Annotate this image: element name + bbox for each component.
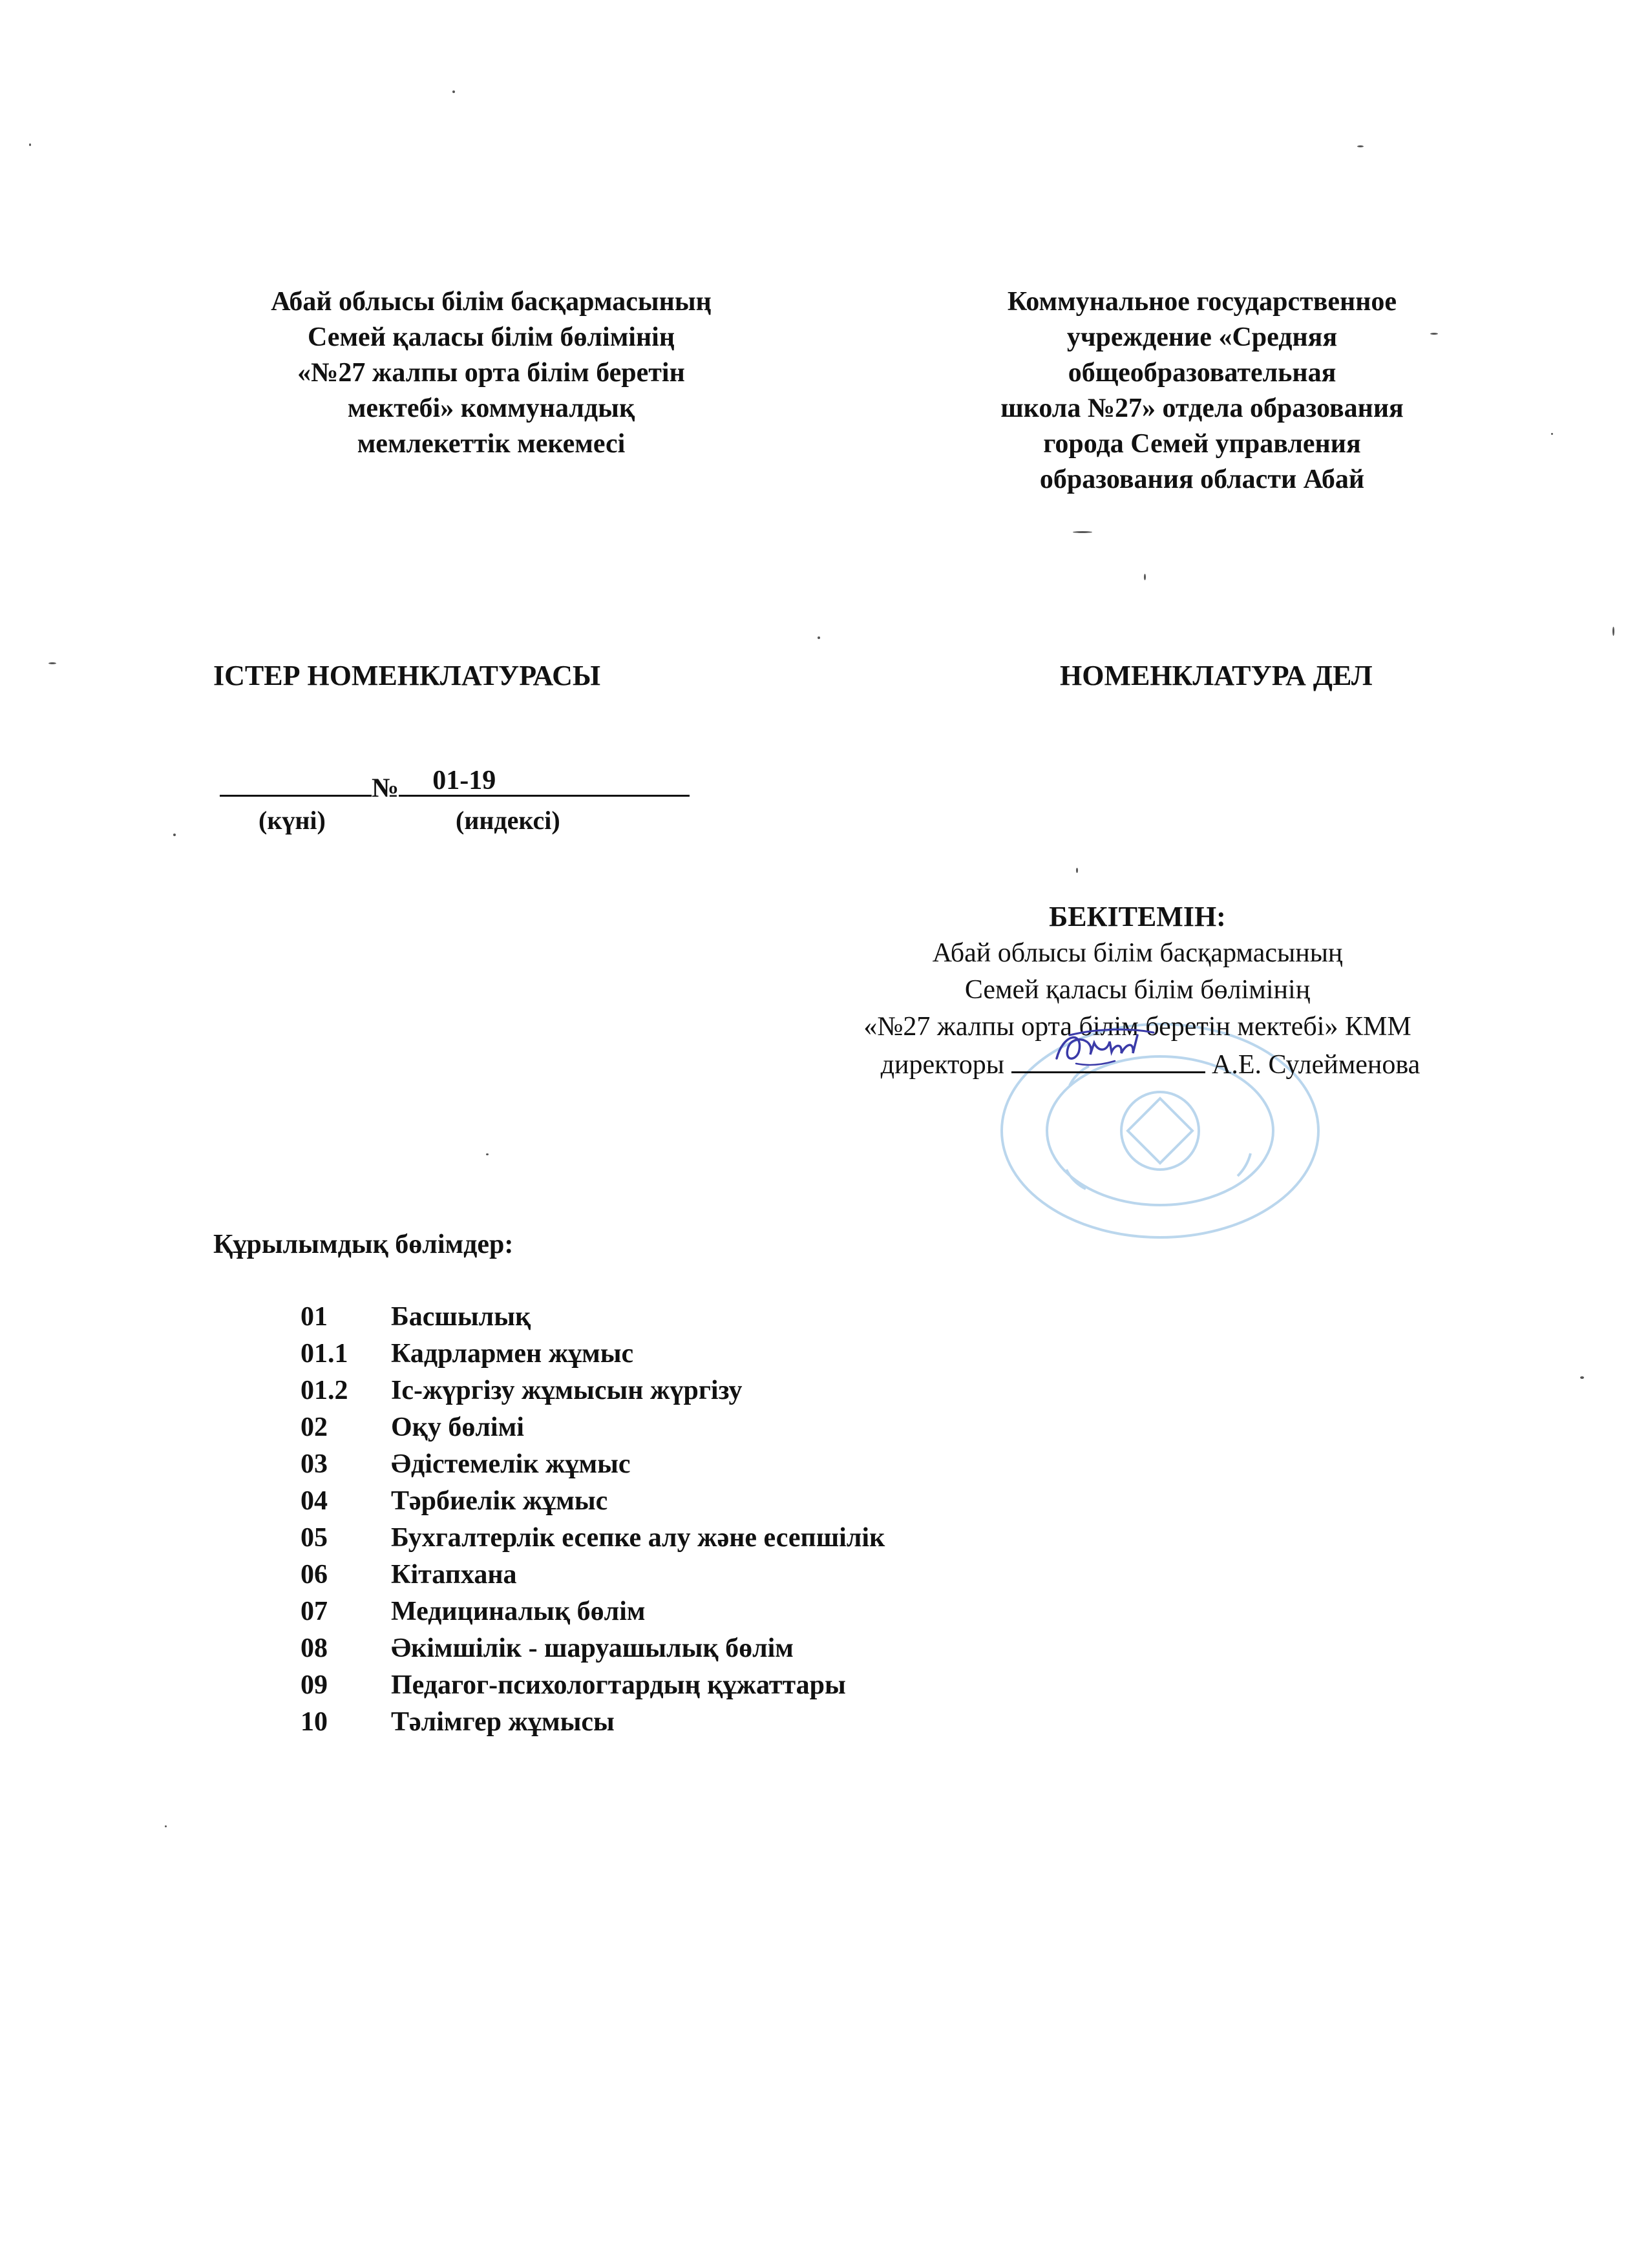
section-name: Іс-жүргізу жұмысын жүргізу	[391, 1376, 743, 1405]
header-left-line: Абай облысы білім басқармасының	[271, 287, 712, 317]
section-name: Кітапхана	[391, 1560, 517, 1590]
list-item	[301, 1522, 1335, 1559]
section-code: 09	[301, 1670, 328, 1700]
header-left-line: мемлекеттік мекемесі	[357, 429, 626, 459]
list-item	[301, 1559, 1335, 1596]
director-name: А.Е. Сулейменова	[1212, 1050, 1421, 1080]
section-code: 06	[301, 1560, 328, 1590]
list-item	[301, 1670, 1335, 1706]
director-label: директоры	[880, 1050, 1005, 1080]
header-left	[233, 284, 750, 462]
title-kz: ІСТЕР НОМЕНКЛАТУРАСЫ	[213, 660, 601, 691]
section-name: Әдістемелік жұмыс	[391, 1449, 631, 1479]
scan-speck	[165, 1825, 167, 1827]
scan-speck	[1357, 145, 1364, 147]
header-right-line: образования области Абай	[1039, 465, 1365, 494]
date-label: (күні)	[259, 806, 326, 835]
header-right-line: Коммунальное государственное	[1007, 287, 1397, 317]
number-sign: №	[372, 773, 399, 803]
section-name: Педагог-психологтардың құжаттары	[391, 1670, 846, 1700]
scan-speck	[452, 90, 455, 93]
approval-heading: БЕКІТЕМІН:	[1049, 901, 1226, 932]
scan-speck	[1076, 868, 1078, 873]
list-item	[301, 1301, 1335, 1338]
header-right-line: учреждение «Средняя	[1066, 322, 1338, 352]
section-code: 01.2	[301, 1376, 348, 1405]
registration-line	[220, 766, 690, 804]
list-item	[301, 1706, 1335, 1743]
header-right	[944, 284, 1461, 498]
section-name: Бухгалтерлік есепке алу және есепшілік	[391, 1523, 885, 1553]
section-code: 03	[301, 1449, 328, 1479]
header-left-line: «№27 жалпы орта білім беретін	[297, 358, 685, 388]
scan-speck	[1612, 627, 1614, 636]
section-code: 04	[301, 1486, 328, 1516]
scan-speck	[29, 143, 31, 146]
scan-speck	[173, 834, 176, 836]
scan-speck	[48, 662, 56, 664]
section-name: Оқу бөлімі	[391, 1412, 524, 1442]
header-right-line: общеобразовательная	[1068, 358, 1336, 388]
section-code: 01	[301, 1302, 328, 1332]
approval-block	[814, 898, 1461, 1084]
section-name: Кадрлармен жұмыс	[391, 1339, 634, 1369]
sections-heading: Құрылымдық бөлімдер:	[213, 1230, 514, 1259]
section-code: 07	[301, 1597, 328, 1626]
list-item	[301, 1375, 1335, 1412]
index-line	[399, 766, 690, 797]
section-name: Басшылық	[391, 1302, 531, 1332]
section-name: Тәлімгер жұмысы	[391, 1707, 615, 1737]
section-name: Медициналық бөлім	[391, 1597, 646, 1626]
scan-speck	[486, 1153, 489, 1155]
approval-line: Абай облысы білім басқармасының	[932, 938, 1343, 968]
section-name: Әкімшілік - шаруашылық бөлім	[391, 1633, 794, 1663]
list-item	[301, 1486, 1335, 1522]
section-code: 02	[301, 1412, 328, 1442]
scan-speck	[1580, 1376, 1584, 1379]
header-left-line: Семей қаласы білім бөлімінің	[307, 322, 675, 352]
scan-speck	[1144, 574, 1146, 580]
list-item	[301, 1596, 1335, 1633]
director-line	[827, 1045, 1474, 1084]
header-right-line: школа №27» отдела образования	[1000, 394, 1404, 423]
title-ru: НОМЕНКЛАТУРА ДЕЛ	[1060, 660, 1373, 691]
list-item	[301, 1633, 1335, 1670]
section-code: 01.1	[301, 1339, 348, 1369]
approval-line: Семей қаласы білім бөлімінің	[964, 975, 1311, 1005]
date-blank-line	[220, 769, 372, 797]
header-left-line: мектебі» коммуналдық	[347, 394, 635, 423]
scan-speck	[1073, 531, 1092, 533]
header-right-line: города Семей управления	[1043, 429, 1361, 459]
scan-speck	[1551, 433, 1553, 435]
signature-icon	[1050, 1021, 1160, 1073]
section-name: Тәрбиелік жұмыс	[391, 1486, 608, 1516]
scan-speck	[818, 636, 820, 639]
list-item	[301, 1449, 1335, 1486]
signature-line	[1011, 1045, 1205, 1073]
list-item	[301, 1412, 1335, 1449]
approval-line: «№27 жалпы орта білім беретін мектебі» КММ	[863, 1012, 1411, 1042]
index-value: 01-19	[432, 766, 496, 795]
section-code: 08	[301, 1633, 328, 1663]
section-code: 05	[301, 1523, 328, 1553]
section-code: 10	[301, 1707, 328, 1737]
index-label: (индексі)	[456, 806, 560, 835]
sections-list	[301, 1301, 1335, 1743]
list-item	[301, 1338, 1335, 1375]
